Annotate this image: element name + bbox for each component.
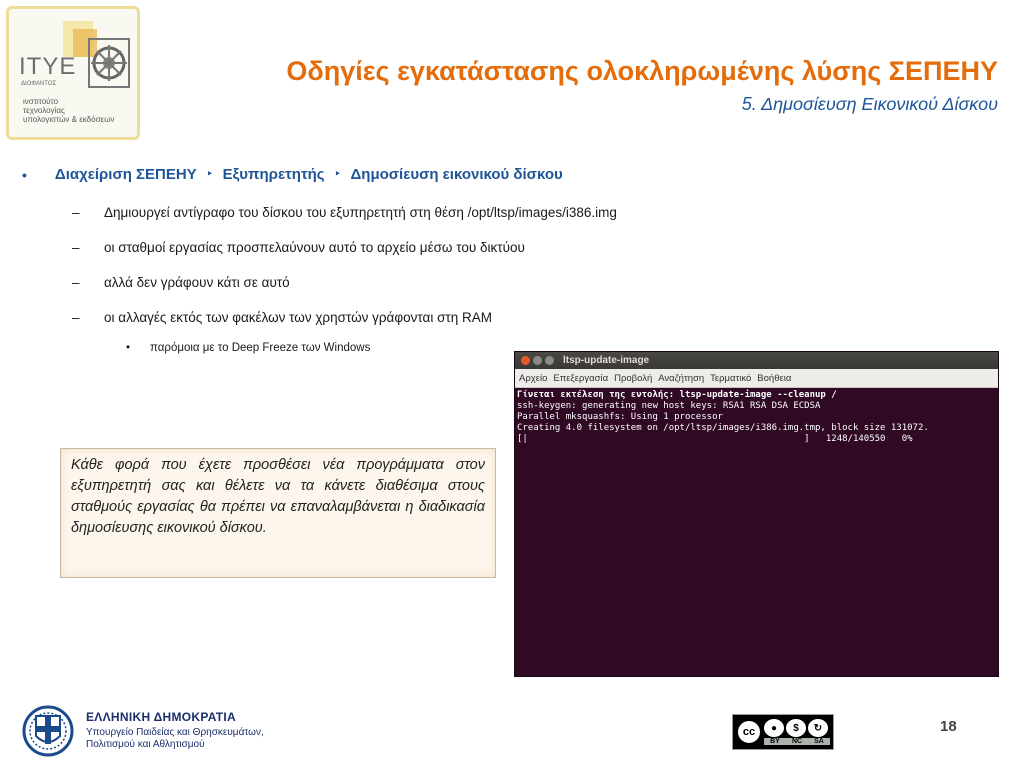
triangle-right-icon: ‣ bbox=[334, 169, 341, 180]
dash-icon: – bbox=[72, 275, 80, 290]
terminal-line: Γίνεται εκτέλεση της εντολής: ltsp-update-image --cleanup / bbox=[517, 390, 837, 400]
triangle-right-icon: ‣ bbox=[206, 169, 213, 180]
page-subtitle: 5. Δημοσίευση Εικονικού Δίσκου bbox=[741, 94, 998, 114]
maximize-icon[interactable] bbox=[545, 356, 554, 365]
breadcrumb-item: Εξυπηρετητής bbox=[222, 166, 325, 183]
terminal-menubar bbox=[515, 369, 998, 388]
dash-icon: – bbox=[72, 310, 80, 325]
institute-logo bbox=[6, 6, 140, 140]
attribution-icon: ● bbox=[764, 719, 784, 737]
footer-ministry-line: Πολιτισμού και Αθλητισμού bbox=[86, 739, 205, 750]
list-item bbox=[72, 205, 617, 220]
terminal-line: Parallel mksquashfs: Using 1 processor bbox=[517, 412, 723, 422]
list-item-text: οι αλλαγές εκτός των φακέλων των χρηστών γράφονται στη RAM bbox=[104, 310, 492, 325]
note-box: Κάθε φορά που έχετε προσθέσει νέα προγράμματα στον εξυπηρετητή σας και θέλετε να τα κάνετε διαθέσιμα στους σταθμούς εργασίας θα πρέπει να επαναλαμβάνεται η διαδικασία δημοσίευσης εικονικού δίσκου. bbox=[60, 448, 496, 578]
logo-text-line: ινστιτούτο bbox=[23, 97, 59, 106]
cc-icon: cc bbox=[736, 719, 762, 745]
list-item-text: οι σταθμοί εργασίας προσπελαύνουν αυτό το αρχείο μέσω του δικτύου bbox=[104, 240, 525, 255]
page-number: 18 bbox=[940, 718, 957, 735]
list-item bbox=[72, 240, 525, 255]
footer-ministry-line: Υπουργείο Παιδείας και Θρησκευμάτων, bbox=[86, 727, 264, 738]
noncommercial-icon: $ bbox=[786, 719, 806, 737]
terminal-window[interactable] bbox=[514, 351, 999, 677]
sharealike-icon: ↻ bbox=[808, 719, 828, 737]
footer-heading: ΕΛΛΗΝΙΚΗ ΔΗΜΟΚΡΑΤΙΑ bbox=[86, 710, 236, 724]
license-label: BY bbox=[770, 738, 780, 745]
close-icon[interactable] bbox=[521, 356, 530, 365]
bullet-icon: • bbox=[22, 166, 27, 183]
terminal-line: [| ] 1248/140550 0% bbox=[517, 434, 913, 444]
terminal-output[interactable] bbox=[515, 388, 998, 447]
terminal-line: ssh-keygen: generating new host keys: RSA1 RSA DSA ECDSA bbox=[517, 401, 821, 411]
terminal-line: Creating 4.0 filesystem on /opt/ltsp/images/i386.img.tmp, block size 131072. bbox=[517, 423, 929, 433]
breadcrumb-item: Διαχείριση ΣΕΠΕΗΥ bbox=[54, 166, 197, 183]
logo-text-line: υπολογιστών & εκδόσεων bbox=[23, 115, 115, 124]
sub-list-item-text: παρόμοια με το Deep Freeze των Windows bbox=[150, 342, 371, 354]
menu-item-edit[interactable]: Επεξεργασία bbox=[553, 372, 609, 384]
logo-subname: ΔΙΟΦΑΝΤΟΣ bbox=[21, 81, 57, 87]
menu-item-search[interactable]: Αναζήτηση bbox=[658, 372, 705, 384]
sub-list-item bbox=[126, 342, 370, 354]
list-item-text: αλλά δεν γράφουν κάτι σε αυτό bbox=[104, 275, 290, 290]
breadcrumb-item: Δημοσίευση εικονικού δίσκου bbox=[350, 166, 563, 183]
breadcrumb bbox=[22, 166, 563, 183]
list-item-text: Δημιουργεί αντίγραφο του δίσκου του εξυπηρετητή στη θέση /opt/ltsp/images/i386.img bbox=[104, 205, 617, 220]
terminal-titlebar[interactable] bbox=[515, 352, 998, 369]
license-label: SA bbox=[814, 738, 824, 745]
dash-icon: – bbox=[72, 240, 80, 255]
terminal-title: ltsp-update-image bbox=[563, 355, 650, 366]
page-title: Οδηγίες εγκατάστασης ολοκληρωμένης λύσης ΣΕΠΕΗΥ bbox=[286, 56, 998, 86]
menu-item-help[interactable]: Βοήθεια bbox=[757, 372, 792, 384]
list-item bbox=[72, 275, 290, 290]
cc-license-badge bbox=[732, 714, 834, 750]
license-label: NC bbox=[791, 738, 803, 745]
list-item bbox=[72, 310, 492, 325]
dash-icon: – bbox=[72, 205, 80, 220]
menu-item-terminal[interactable]: Τερματικό bbox=[710, 372, 752, 384]
logo-text-line: τεχνολογίας bbox=[23, 106, 65, 115]
bullet-icon: • bbox=[126, 342, 131, 354]
logo-acronym: ITYE bbox=[19, 53, 77, 80]
menu-item-view[interactable]: Προβολή bbox=[614, 372, 653, 384]
greek-republic-emblem-icon bbox=[22, 702, 74, 760]
menu-item-file[interactable]: Αρχείο bbox=[519, 372, 548, 384]
minimize-icon[interactable] bbox=[533, 356, 542, 365]
logo-text bbox=[23, 97, 114, 124]
